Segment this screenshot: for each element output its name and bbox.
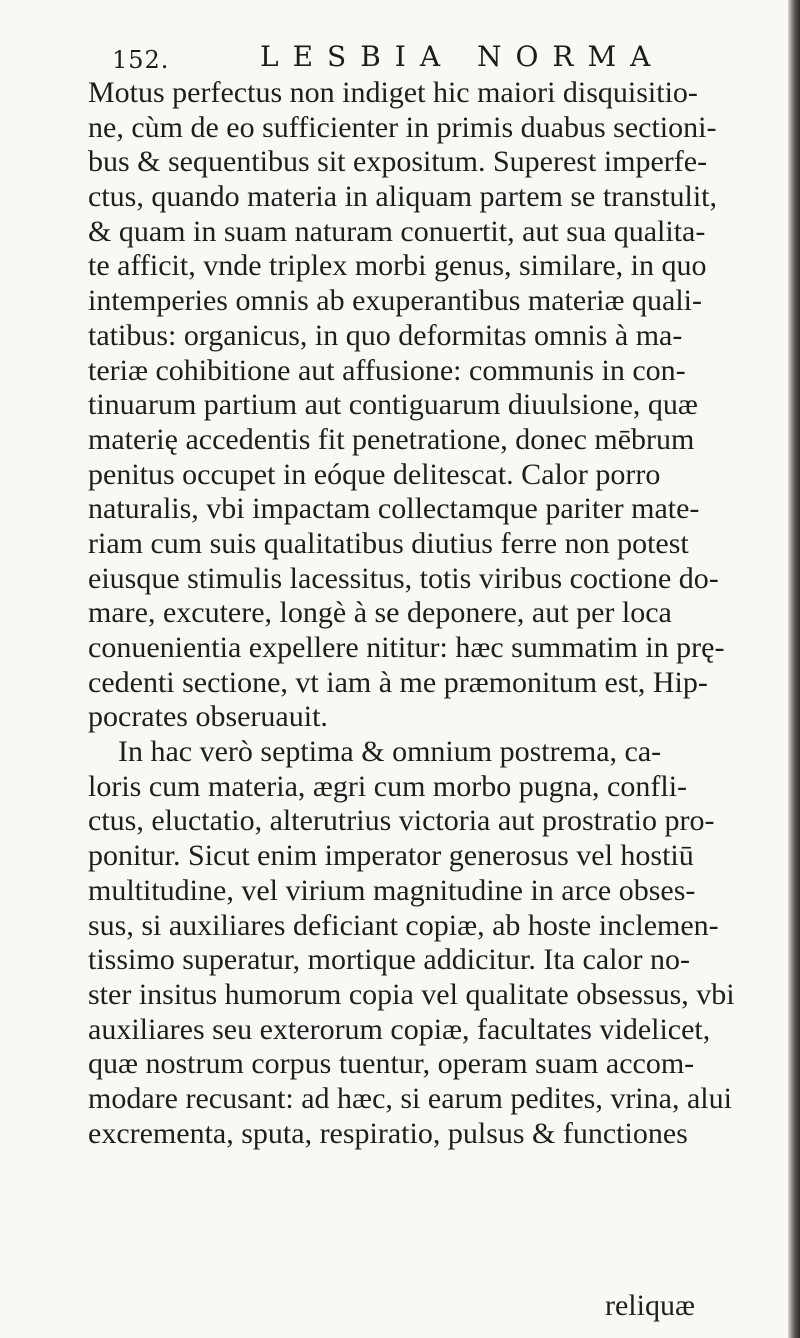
text-line: ponitur. Sicut enim imperator generosus vel hostiū bbox=[88, 839, 694, 873]
text-line: ctus, eluctatio, alterutrius victoria aut prostratio pro- bbox=[88, 804, 715, 838]
text-line: ctus, quando materia in aliquam partem se transtulit, bbox=[88, 180, 717, 214]
text-block bbox=[88, 76, 778, 1151]
running-head: LESBIA NORMA bbox=[260, 40, 665, 73]
text-line: Motus perfectus non indiget hic maiori disquisitio- bbox=[88, 76, 698, 109]
text-line: loris cum materia, ægri cum morbo pugna, confli- bbox=[88, 769, 688, 803]
text-line: quæ nostrum corpus tuentur, operam suam accom- bbox=[88, 1047, 695, 1081]
text-line: mare, excutere, longè à se deponere, aut per loca bbox=[88, 596, 672, 630]
text-line: teriæ cohibitione aut affusione: communis in con- bbox=[88, 353, 686, 387]
text-line: tinuarum partium aut contiguarum diuulsione, quæ bbox=[88, 388, 698, 422]
page-header bbox=[112, 40, 672, 76]
text-line: conuenientia expellere nititur: hæc summatim in prę- bbox=[88, 631, 725, 664]
text-line: multitudine, vel virium magnitudine in arce obses- bbox=[88, 873, 696, 907]
text-line: & quam in suam naturam conuertit, aut sua qualita- bbox=[88, 214, 706, 248]
text-line: te afficit, vnde triplex morbi genus, similare, in quo bbox=[88, 249, 707, 283]
text-line: tissimo superatur, mortique addicitur. Ita calor no- bbox=[88, 943, 690, 977]
page-edge-shadow bbox=[788, 0, 800, 1338]
text-line: sus, si auxiliares deficiant copiæ, ab hoste inclemen- bbox=[88, 908, 719, 942]
text-line: pocrates obseruauit. bbox=[88, 700, 328, 734]
text-line: ster insitus humorum copia vel qualitate obsessus, vbi bbox=[88, 977, 735, 1011]
text-line: In hac verò septima & omnium postrema, ca- bbox=[118, 735, 662, 769]
text-line: modare recusant: ad hæc, si earum pedites, vrina, alui bbox=[88, 1081, 732, 1115]
text-line: ne, cùm de eo sufficienter in primis duabus sectioni- bbox=[88, 110, 717, 144]
catchword: reliquæ bbox=[605, 1289, 695, 1322]
text-line: penitus occupet in eóque delitescat. Calor porro bbox=[88, 457, 661, 491]
text-line: riam cum suis qualitatibus diutius ferre non potest bbox=[88, 526, 689, 560]
text-line: auxiliares seu exterorum copiæ, facultates videlicet, bbox=[88, 1012, 711, 1046]
text-line: intemperies omnis ab exuperantibus materiæ quali- bbox=[88, 284, 703, 318]
text-line: tatibus: organicus, in quo deformitas omnis à ma- bbox=[88, 318, 683, 352]
page-number: 152. bbox=[112, 46, 170, 74]
text-line: excrementa, sputa, respiratio, pulsus & functiones bbox=[88, 1116, 688, 1150]
text-line: eiusque stimulis lacessitus, totis viribus coctione do- bbox=[88, 561, 719, 595]
text-line: naturalis, vbi impactam collectamque pariter mate- bbox=[88, 492, 700, 526]
text-line: materię accedentis fit penetratione, donec mēbrum bbox=[88, 422, 695, 456]
text-line: cedenti sectione, vt iam à me præmonitum est, Hip- bbox=[88, 665, 708, 699]
text-line: bus & sequentibus sit expositum. Superest imperfe- bbox=[88, 145, 708, 179]
